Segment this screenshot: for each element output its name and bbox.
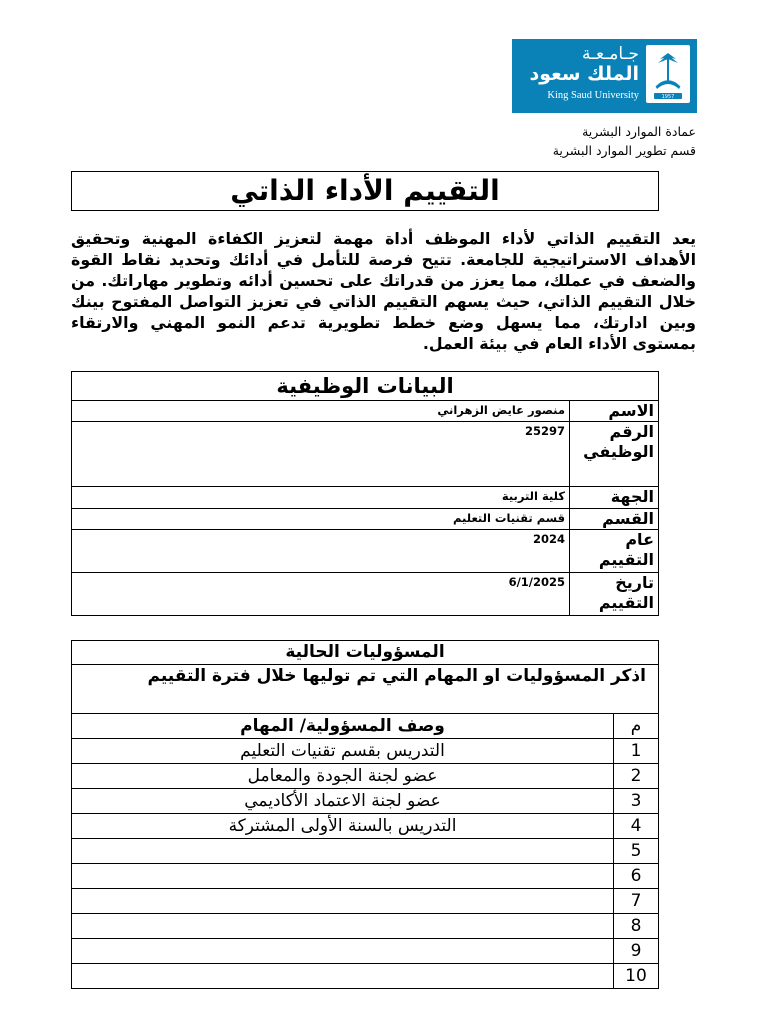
task-description [72, 889, 614, 914]
task-description: التدريس بالسنة الأولى المشتركة [72, 814, 614, 839]
row-number: 1 [614, 739, 659, 764]
logo-arabic-line2: الملك سعود [529, 63, 639, 85]
table-row [72, 530, 659, 573]
table-row [72, 889, 659, 914]
table-row [72, 864, 659, 889]
palm-swords-emblem-icon [646, 45, 690, 103]
table-row [72, 487, 659, 509]
task-description [72, 964, 614, 989]
table-row [72, 939, 659, 964]
row-number: 7 [614, 889, 659, 914]
task-description: عضو لجنة الجودة والمعامل [72, 764, 614, 789]
logo-arabic-line1: جـامـعـة [581, 44, 639, 64]
table-row [72, 839, 659, 864]
field-value: 2024 [72, 530, 570, 573]
table-row [72, 789, 659, 814]
table-row [72, 573, 659, 616]
responsibilities-table [71, 640, 659, 989]
responsibilities-section-title: المسؤوليات الحالية [72, 641, 659, 665]
table-row [72, 764, 659, 789]
row-number: 2 [614, 764, 659, 789]
task-description [72, 839, 614, 864]
table-row [72, 509, 659, 530]
field-label: تاريخ التقييم [570, 573, 659, 616]
field-value: قسم تقنيات التعليم [72, 509, 570, 530]
row-number: 10 [614, 964, 659, 989]
field-label: القسم [570, 509, 659, 530]
task-description: التدريس بقسم تقنيات التعليم [72, 739, 614, 764]
responsibilities-instruction: اذكر المسؤوليات او المهام التي تم توليها خلال فترة التقييم [72, 665, 659, 714]
row-number: 4 [614, 814, 659, 839]
row-number: 5 [614, 839, 659, 864]
table-row [72, 422, 659, 487]
intro-paragraph: يعد التقييم الذاتي لأداء الموظف أداة مهمة لتعزيز الكفاءة المهنية وتحقيق الأهداف الاستراتيجية للجامعة. تتيح فرصة للتأمل في أدائك وتحديد نقاط القوة والضعف في عملك، مما يعزز من قدراتك على تحسين أدائه وتطوير مهاراتك. من خلال التقييم الذاتي، حيث يسهم التقييم الذاتي في تعزيز التواصل المفتوح بينك وبين ادارتك، مما يسهل وضع خطط تطويرية تدعم النمو المهني والارتقاء بمستوى الأداء العام في بيئة العمل. [71, 229, 696, 353]
row-number: 9 [614, 939, 659, 964]
field-label: الاسم [570, 401, 659, 422]
row-number: 6 [614, 864, 659, 889]
deanship-name: عمادة الموارد البشرية [582, 124, 696, 139]
field-label: الرقم الوظيفي [570, 422, 659, 487]
row-number: 8 [614, 914, 659, 939]
field-value: 6/1/2025 [72, 573, 570, 616]
field-value: كلية التربية [72, 487, 570, 509]
employee-data-table [71, 371, 659, 616]
task-description [72, 864, 614, 889]
table-row [72, 814, 659, 839]
table-row [72, 914, 659, 939]
field-label: عام التقييم [570, 530, 659, 573]
column-header-number: م [614, 714, 659, 739]
logo-year: 1957 [661, 94, 675, 100]
employee-section-title: البيانات الوظيفية [72, 372, 659, 401]
table-row [72, 964, 659, 989]
field-value: 25297 [72, 422, 570, 487]
field-label: الجهة [570, 487, 659, 509]
column-header-description: وصف المسؤولية/ المهام [72, 714, 614, 739]
field-value: منصور عايض الزهراني [72, 401, 570, 422]
page-title: التقييم الأداء الذاتي [71, 171, 659, 211]
task-description [72, 914, 614, 939]
table-row [72, 739, 659, 764]
task-description [72, 939, 614, 964]
department-name: قسم تطوير الموارد البشرية [552, 143, 696, 158]
table-row [72, 401, 659, 422]
logo-english-name: King Saud University [547, 90, 639, 101]
university-logo [512, 39, 697, 113]
row-number: 3 [614, 789, 659, 814]
task-description: عضو لجنة الاعتماد الأكاديمي [72, 789, 614, 814]
